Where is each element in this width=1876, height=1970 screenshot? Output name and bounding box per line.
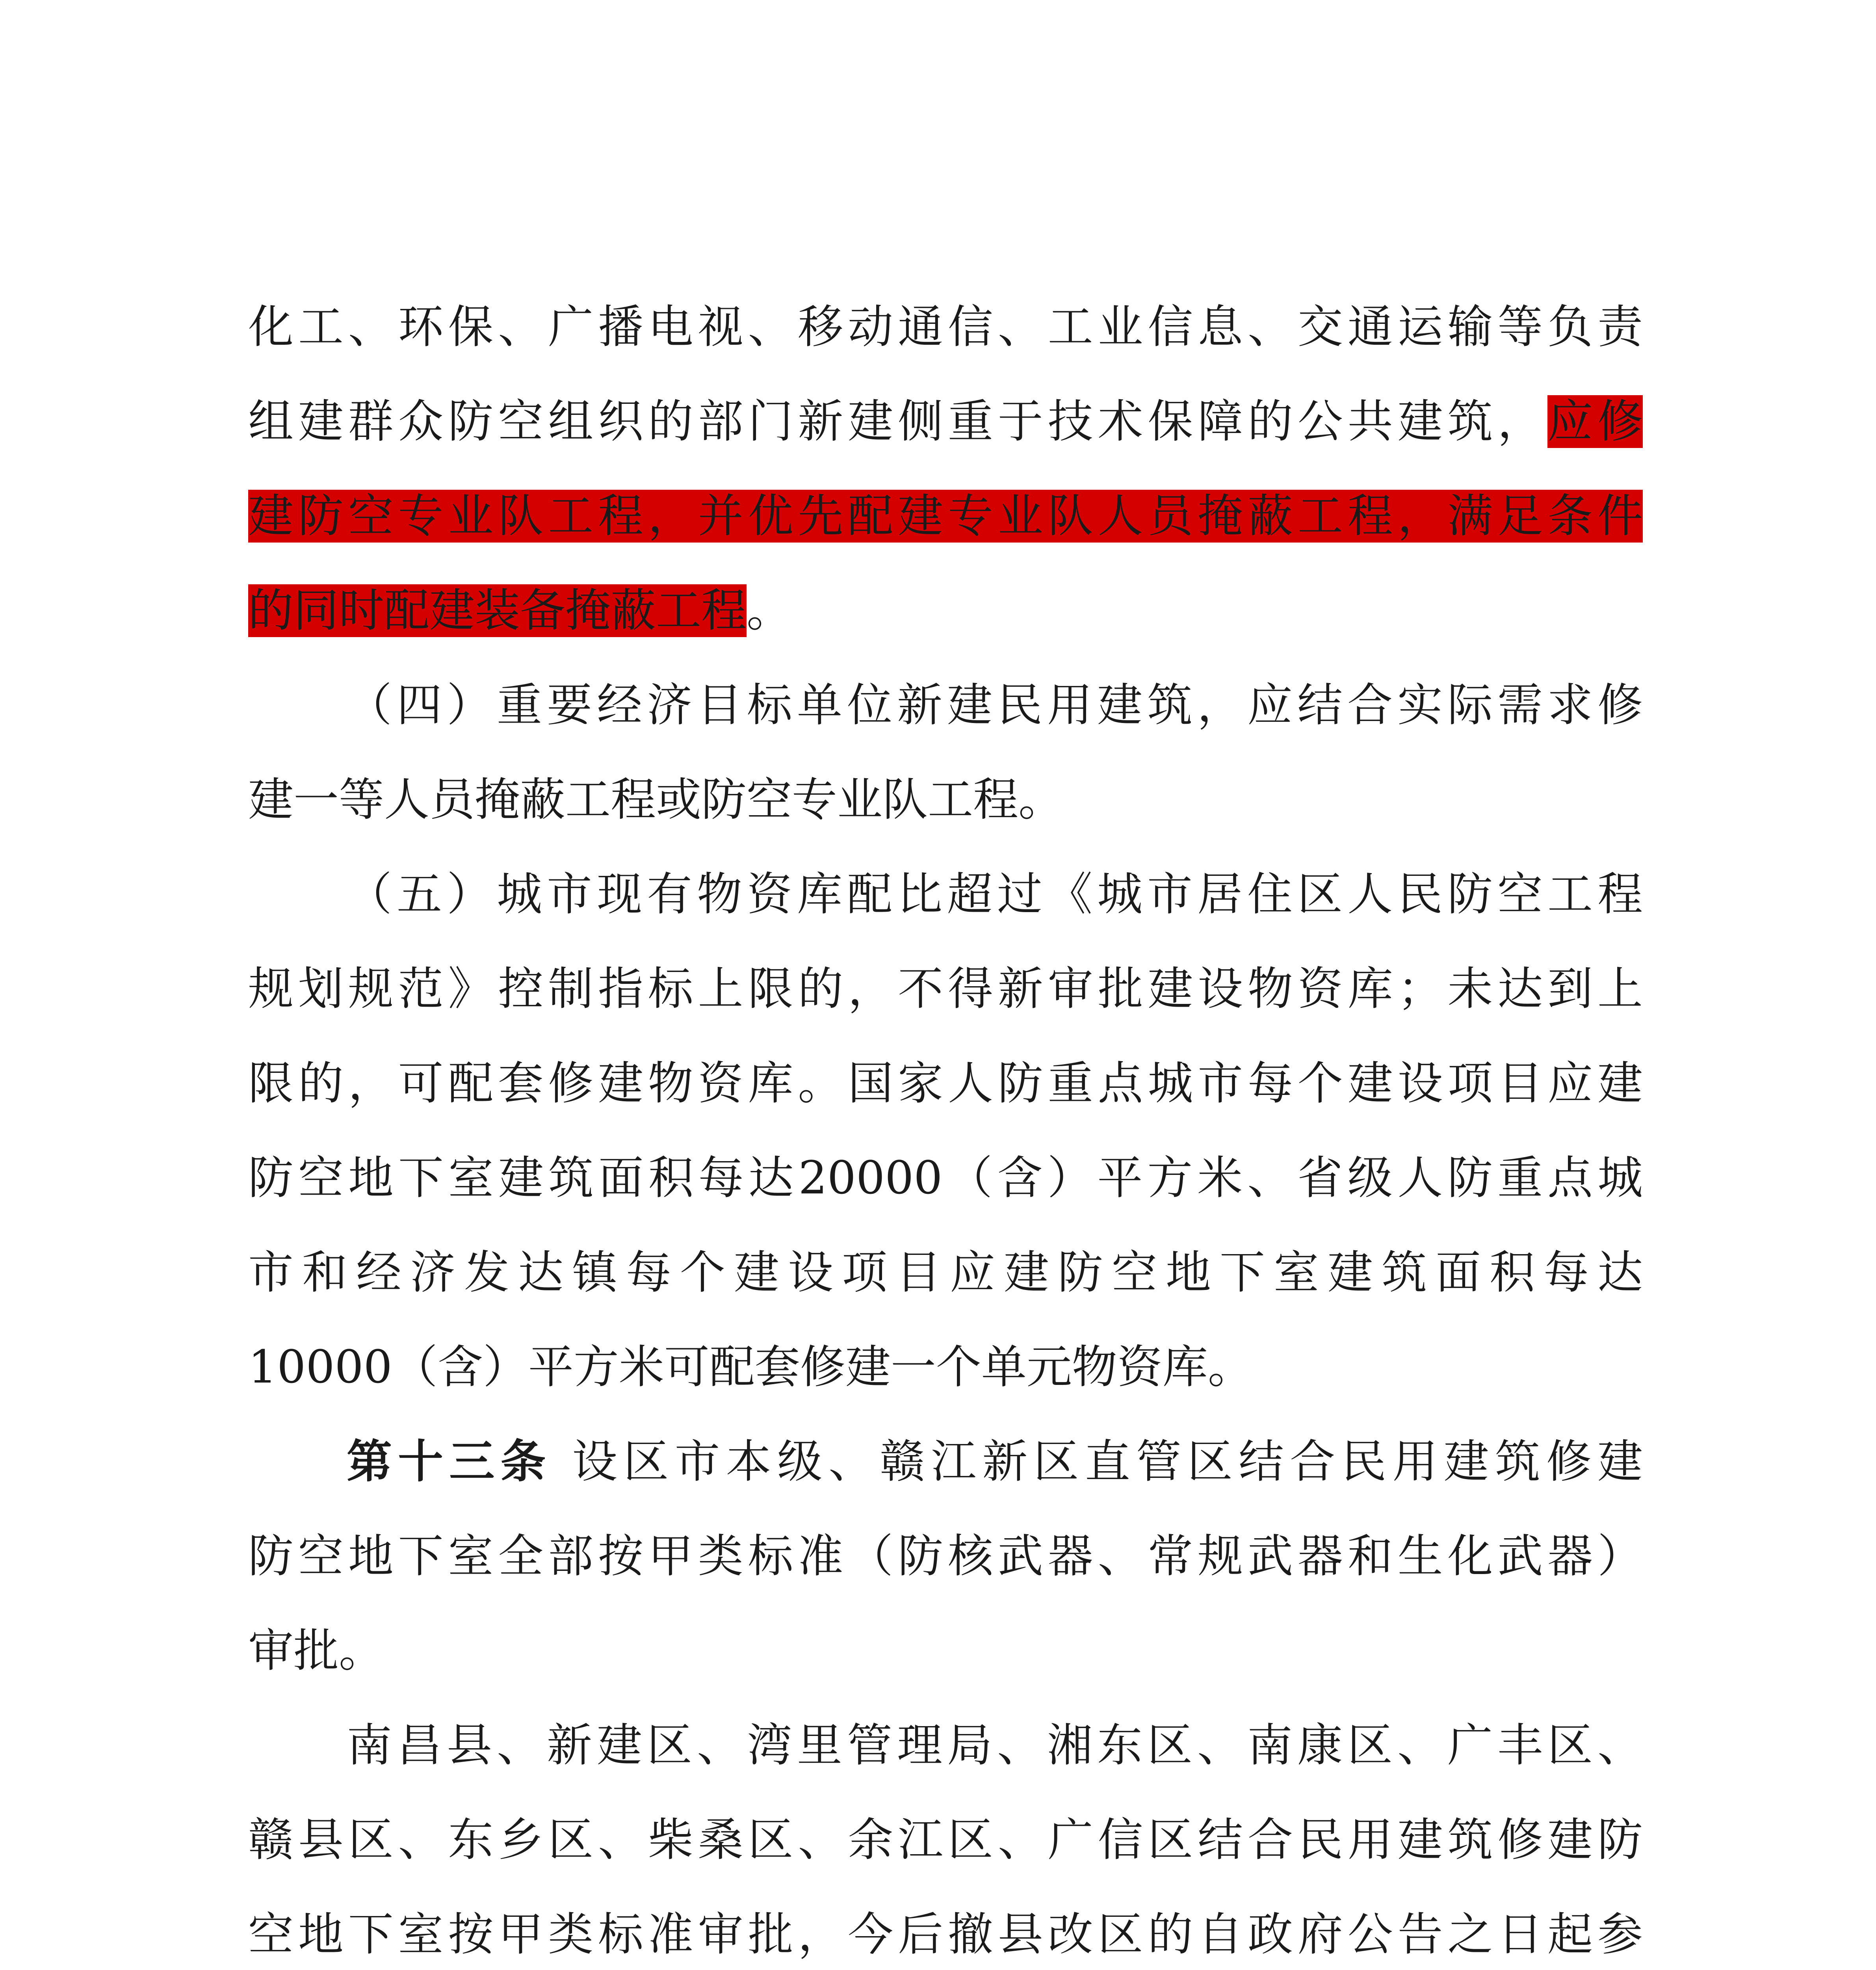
- text-segment: 。: [747, 584, 792, 637]
- highlighted-text: 建防空专业队工程，并优先配建专业队人员掩蔽工程，满足条件: [248, 490, 1643, 543]
- article-13-line: [347, 1422, 1643, 1501]
- text-line: 限的，可配套修建物资库。国家人防重点城市每个建设项目应建: [248, 1057, 1643, 1110]
- text-line: 防空地下室全部按甲类标准（防核武器、常规武器和生化武器）: [248, 1530, 1643, 1583]
- highlighted-text: 应修: [1547, 395, 1643, 448]
- text-line: [248, 382, 1643, 461]
- text-line: 审批。: [248, 1624, 384, 1677]
- text-segment: 组建群众防空组织的部门新建侧重于技术保障的公共建筑，: [248, 395, 1548, 448]
- paragraph-start-line: （五）城市现有物资库配比超过《城市居住区人民防空工程: [347, 868, 1643, 921]
- article-heading: 第十三条: [347, 1435, 552, 1488]
- text-line: 空地下室按甲类标准审批，今后撤县改区的自政府公告之日起参: [248, 1908, 1643, 1961]
- text-line: 市和经济发达镇每个建设项目应建防空地下室建筑面积每达: [248, 1246, 1643, 1299]
- text-line: 防空地下室建筑面积每达20000（含）平方米、省级人防重点城: [248, 1152, 1643, 1204]
- highlighted-text: 的同时配建装备掩蔽工程: [248, 584, 747, 637]
- text-line: 10000（含）平方米可配套修建一个单元物资库。: [248, 1341, 1253, 1394]
- text-line: 建一等人员掩蔽工程或防空专业队工程。: [248, 773, 1064, 826]
- text-line: [248, 477, 1643, 556]
- text-line: 化工、环保、广播电视、移动通信、工业信息、交通运输等负责: [248, 301, 1643, 353]
- text-segment: 设区市本级、赣江新区直管区结合民用建筑修建: [552, 1435, 1643, 1488]
- text-line: [248, 571, 1643, 650]
- paragraph-start-line: （四）重要经济目标单位新建民用建筑，应结合实际需求修: [347, 679, 1643, 732]
- paragraph-start-line: 南昌县、新建区、湾里管理局、湘东区、南康区、广丰区、: [347, 1719, 1643, 1772]
- text-line: 规划规范》控制指标上限的，不得新审批建设物资库；未达到上: [248, 963, 1643, 1015]
- text-line: 赣县区、东乡区、柴桑区、余江区、广信区结合民用建筑修建防: [248, 1814, 1643, 1866]
